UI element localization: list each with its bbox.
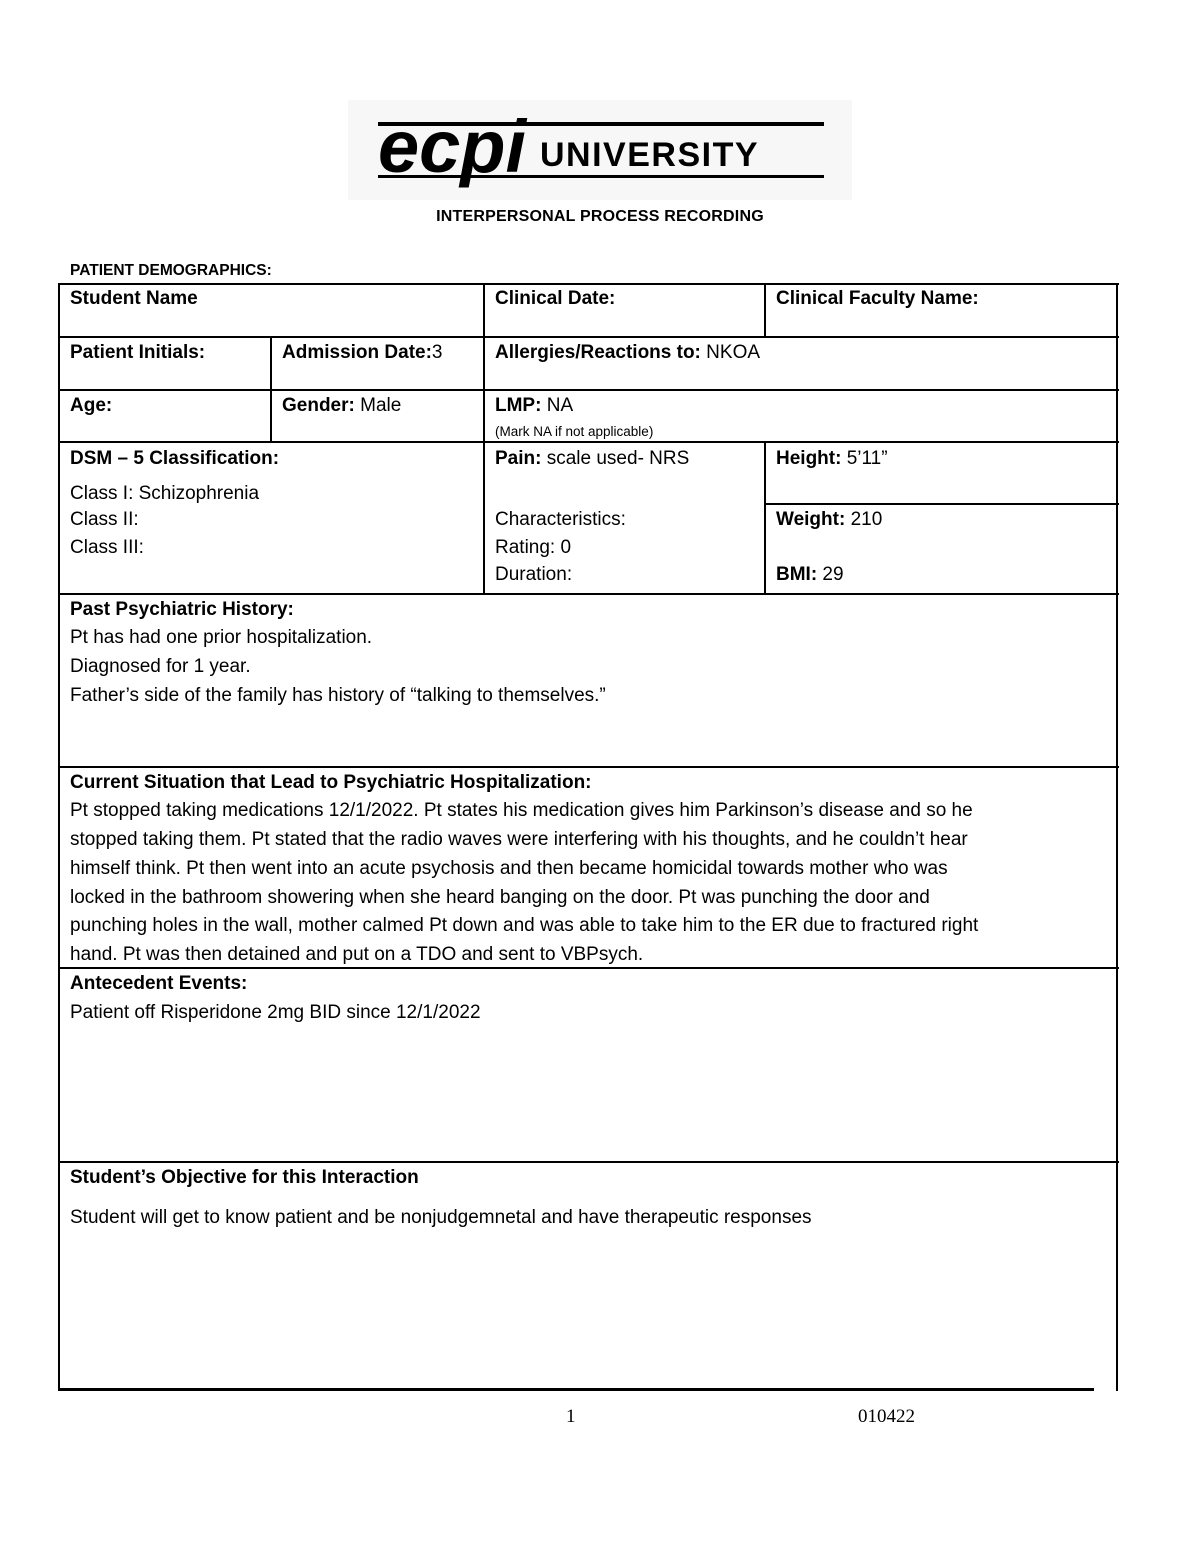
clinical-faculty-label: Clinical Faculty Name: bbox=[776, 288, 979, 309]
past-history-line: Pt has had one prior hospitalization. bbox=[70, 627, 373, 648]
form-title: INTERPERSONAL PROCESS RECORDING bbox=[436, 208, 764, 225]
clinical-date-label: Clinical Date: bbox=[495, 288, 616, 309]
pain-value: scale used- NRS bbox=[541, 448, 690, 469]
weight-field bbox=[776, 506, 882, 534]
age-label: Age: bbox=[70, 395, 113, 416]
pain-characteristics: Characteristics: bbox=[495, 509, 626, 530]
past-history-line: Diagnosed for 1 year. bbox=[70, 656, 251, 677]
current-situation-line: hand. Pt was then detained and put on a TDO and sent to VBPsych. bbox=[70, 944, 644, 965]
form-code: 010422 bbox=[858, 1406, 915, 1427]
current-situation-heading: Current Situation that Lead to Psychiatric Hospitalization: bbox=[70, 772, 592, 793]
pain-label: Pain: bbox=[495, 448, 542, 469]
lmp-note: (Mark NA if not applicable) bbox=[495, 424, 654, 439]
class-1: Class I: Schizophrenia bbox=[70, 483, 260, 504]
admission-date-field bbox=[282, 339, 443, 367]
dsm-label: DSM – 5 Classification: bbox=[70, 448, 280, 469]
antecedent-heading: Antecedent Events: bbox=[70, 973, 248, 994]
current-situation-line: punching holes in the wall, mother calmed Pt down and was able to take him to the ER due to fractured right bbox=[70, 915, 979, 936]
bmi-label: BMI: bbox=[776, 564, 818, 585]
height-label: Height: bbox=[776, 448, 842, 469]
objective-heading: Student’s Objective for this Interaction bbox=[70, 1167, 419, 1188]
objective-text: Student will get to know patient and be nonjudgemnetal and have therapeutic responses bbox=[70, 1207, 812, 1228]
lmp-field bbox=[495, 392, 573, 420]
gender-label: Gender: bbox=[282, 395, 355, 416]
weight-value: 210 bbox=[845, 509, 883, 530]
student-name-label: Student Name bbox=[70, 288, 198, 309]
current-situation-line: Pt stopped taking medications 12/1/2022. Pt states his medication gives him Parkinson’s disease and so he bbox=[70, 800, 973, 821]
lmp-label: LMP: bbox=[495, 395, 542, 416]
admission-date-value: 3 bbox=[431, 342, 443, 363]
patient-demographics-label: PATIENT DEMOGRAPHICS: bbox=[70, 262, 272, 279]
allergies-field bbox=[495, 339, 760, 367]
current-situation-line: stopped taking them. Pt stated that the radio waves were interfering with his thoughts, and he couldn’t hear bbox=[70, 829, 968, 850]
class-2: Class II: bbox=[70, 509, 139, 530]
logo-mark: ecpi bbox=[378, 105, 527, 188]
logo-word: UNIVERSITY bbox=[540, 136, 760, 174]
pain-field bbox=[495, 445, 689, 473]
past-history-heading: Past Psychiatric History: bbox=[70, 599, 294, 620]
current-situation-line: locked in the bathroom showering when she heard banging on the door. Pt was punching the door and bbox=[70, 887, 930, 908]
past-history-line: Father’s side of the family has history of “talking to themselves.” bbox=[70, 685, 606, 706]
weight-label: Weight: bbox=[776, 509, 846, 530]
pain-rating: Rating: 0 bbox=[495, 537, 572, 558]
height-value: 5’11” bbox=[841, 448, 888, 469]
height-field bbox=[776, 445, 888, 473]
lmp-value: NA bbox=[541, 395, 574, 416]
bmi-value: 29 bbox=[817, 564, 844, 585]
gender-value: Male bbox=[354, 395, 402, 416]
page-number: 1 bbox=[566, 1406, 576, 1427]
antecedent-text: Patient off Risperidone 2mg BID since 12/1/2022 bbox=[70, 1002, 481, 1023]
current-situation-line: himself think. Pt then went into an acute psychosis and then became homicidal towards mother who was bbox=[70, 858, 948, 879]
allergies-value: NKOA bbox=[700, 342, 761, 363]
admission-date-label: Admission Date: bbox=[282, 342, 432, 363]
patient-initials-label: Patient Initials: bbox=[70, 342, 206, 363]
class-3: Class III: bbox=[70, 537, 144, 558]
pain-duration: Duration: bbox=[495, 564, 573, 585]
allergies-label: Allergies/Reactions to: bbox=[495, 342, 701, 363]
ecpi-university-logo bbox=[348, 100, 852, 200]
gender-field bbox=[282, 392, 401, 420]
bmi-field bbox=[776, 561, 844, 589]
